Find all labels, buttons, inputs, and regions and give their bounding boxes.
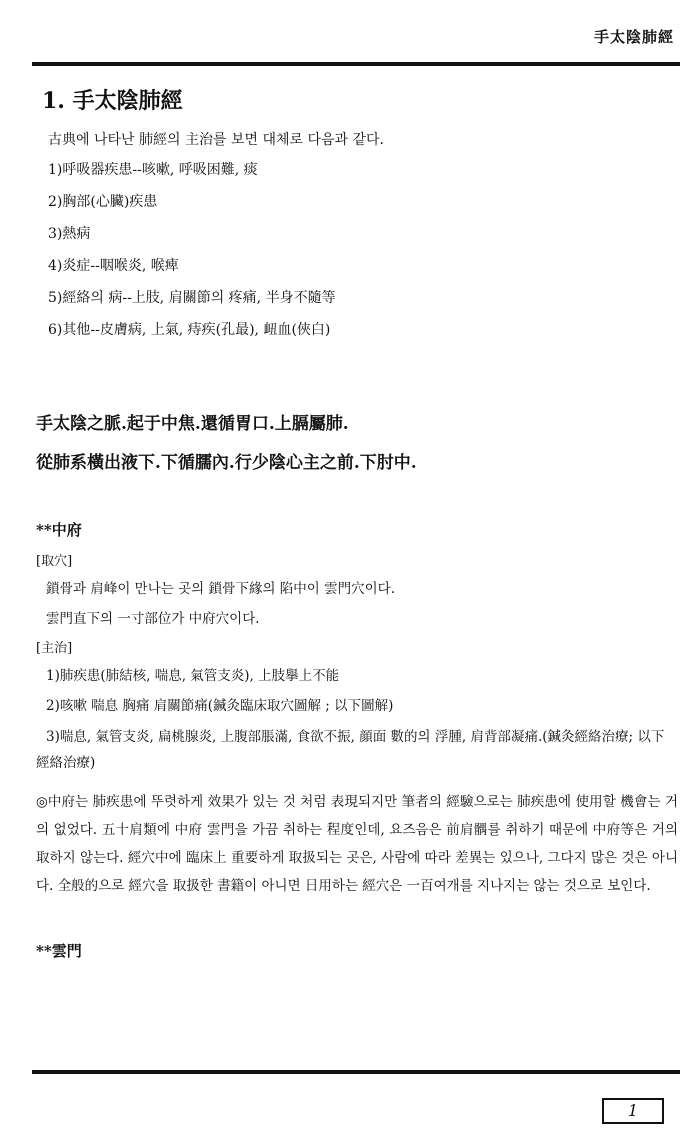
indication-item: 2)咳嗽 喘息 胸痛 肩關節痛(鍼灸臨床取穴圖解 ; 以下圖解): [46, 698, 394, 714]
indication-item: 1)肺疾患(肺結核, 喘息, 氣管支炎), 上肢擧上不能: [46, 668, 340, 684]
clinical-note: ◎中府는 肺疾患에 뚜렷하게 效果가 있는 것 처럼 表現되지만 筆者의 經驗으로는 肺疾患에 使用할 機會는 거의 없었다. 五十肩類에 中府 雲門을 가끔 취하는 程度인데, 요즈음은 前肩髃를 취하기 때문에 中府等은 거의 取하지 않는다. 經穴中에 臨床上 重要하게 取扱되는 곳은, 사람에 따라 差異는 있으나, 그다지 많은 것은 아니다. 全般的으로 經穴을 取扱한 書籍이 아니면 日用하는 經穴은 一百여개를 지나지는 않는 것으로 보인다.: [36, 794, 678, 894]
intro-text: 古典에 나타난 肺經의 主治를 보면 대체로 다음과 같다.: [48, 132, 384, 148]
list-item: 4)炎症--咽喉炎, 喉痺: [48, 258, 179, 274]
bottom-rule: [32, 1070, 680, 1074]
indication-label: [主治]: [36, 641, 73, 656]
indication-text: 3)喘息, 氣管支炎, 扁桃腺炎, 上腹部脹滿, 食欲不振, 顔面 數的의 浮腫, 肩背部凝痛.(鍼灸經絡治療; 以下 經絡治療): [36, 729, 665, 771]
page-content: [36, 84, 678, 961]
classic-line: 手太陰之脈.起于中焦.還循胃口.上膈屬肺.: [36, 414, 349, 434]
list-item: 2)胸部(心臟)疾患: [48, 194, 158, 210]
location-text: 雲門直下의 一寸部位가 中府穴이다.: [46, 611, 260, 627]
classic-line: 從肺系橫出液下.下循臑內.行少陰心主之前.下肘中.: [36, 453, 417, 473]
location-label: [取穴]: [36, 554, 73, 569]
list-item: 5)經絡의 病--上肢, 肩關節의 疼痛, 半身不隨等: [48, 290, 336, 306]
page-number: 1: [602, 1098, 664, 1124]
point-title-yunmen: **雲門: [36, 942, 82, 960]
point-title-zhongfu: **中府: [36, 521, 82, 539]
list-item: 6)其他--皮膚病, 上氣, 痔疾(孔最), 衄血(俠白): [48, 322, 331, 338]
location-text: 鎖骨과 肩峰이 만나는 곳의 鎖骨下緣의 陷中이 雲門穴이다.: [46, 581, 395, 597]
top-rule: [32, 62, 680, 66]
classic-text: [36, 409, 678, 473]
list-item: 1)呼吸器疾患--咳嗽, 呼吸困難, 痰: [48, 162, 258, 178]
running-head: 手太陰肺經: [593, 28, 674, 46]
indications-list: [36, 159, 678, 339]
list-item: 3)熱病: [48, 226, 91, 242]
chapter-title: 1. 手太陰肺經: [42, 88, 183, 114]
indication-item: [36, 724, 678, 776]
